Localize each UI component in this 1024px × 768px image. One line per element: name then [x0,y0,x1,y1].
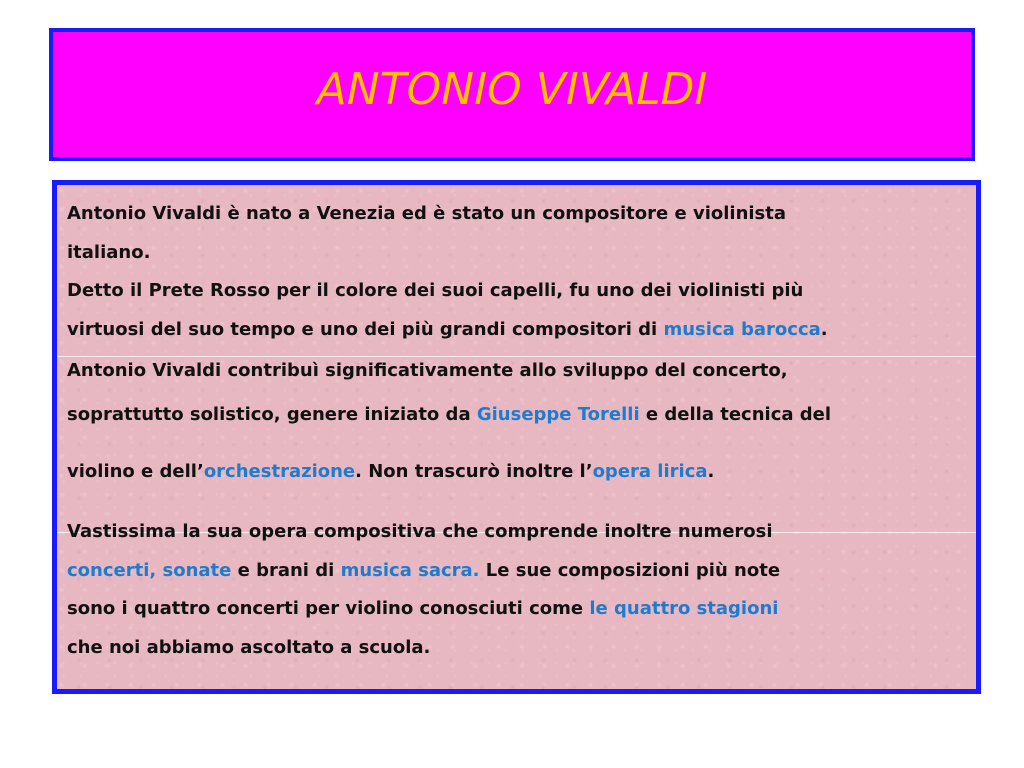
text-line: che noi abbiamo ascoltato a scuola. [67,636,431,658]
title-banner [49,28,975,161]
paragraph-birth [67,195,966,349]
text-segment: soprattutto solistico, genere iniziato da [67,404,477,425]
text-segment: . [707,461,715,482]
paragraph-contributions [67,356,966,500]
text-line: Antonio Vivaldi è nato a Venezia ed è stato un compositore e violinista [67,203,787,224]
text-line [67,311,966,350]
text-line [67,386,966,443]
text-segment: . Non trascurò inoltre l’ [355,461,593,482]
content-panel [52,180,981,694]
text-line [67,443,966,500]
text-line: Antonio Vivaldi contribuì significativamente allo sviluppo del concerto, [67,360,788,381]
text-segment: virtuosi del suo tempo e uno dei più grandi compositori di [67,318,664,340]
link-musica-sacra[interactable]: musica sacra. [340,559,480,581]
text-segment: e brani di [231,559,341,581]
text-segment: e della tecnica del [639,404,832,425]
text-line: italiano. [67,241,151,263]
text-segment: violino e dell’ [67,461,204,482]
text-line [67,552,966,591]
text-segment: Le sue composizioni più note [479,559,781,581]
text-segment: . [820,318,828,340]
link-opera-lirica[interactable]: opera lirica [592,461,708,482]
link-concerti-sonate[interactable]: concerti, sonate [67,559,232,581]
text-line [67,590,966,629]
slide-title: ANTONIO VIVALDI [316,64,708,115]
text-line: Vastissima la sua opera compositiva che comprende inoltre numerosi [67,521,773,542]
link-orchestrazione[interactable]: orchestrazione [203,461,356,482]
link-quattro-stagioni[interactable]: le quattro stagioni [589,598,779,619]
text-line: Detto il Prete Rosso per il colore dei suoi capelli, fu uno dei violinisti più [67,280,804,301]
paragraph-works [67,513,966,667]
link-musica-barocca[interactable]: musica barocca [663,318,821,340]
link-giuseppe-torelli[interactable]: Giuseppe Torelli [476,404,640,425]
text-segment: sono i quattro concerti per violino conosciuti come [67,598,590,619]
